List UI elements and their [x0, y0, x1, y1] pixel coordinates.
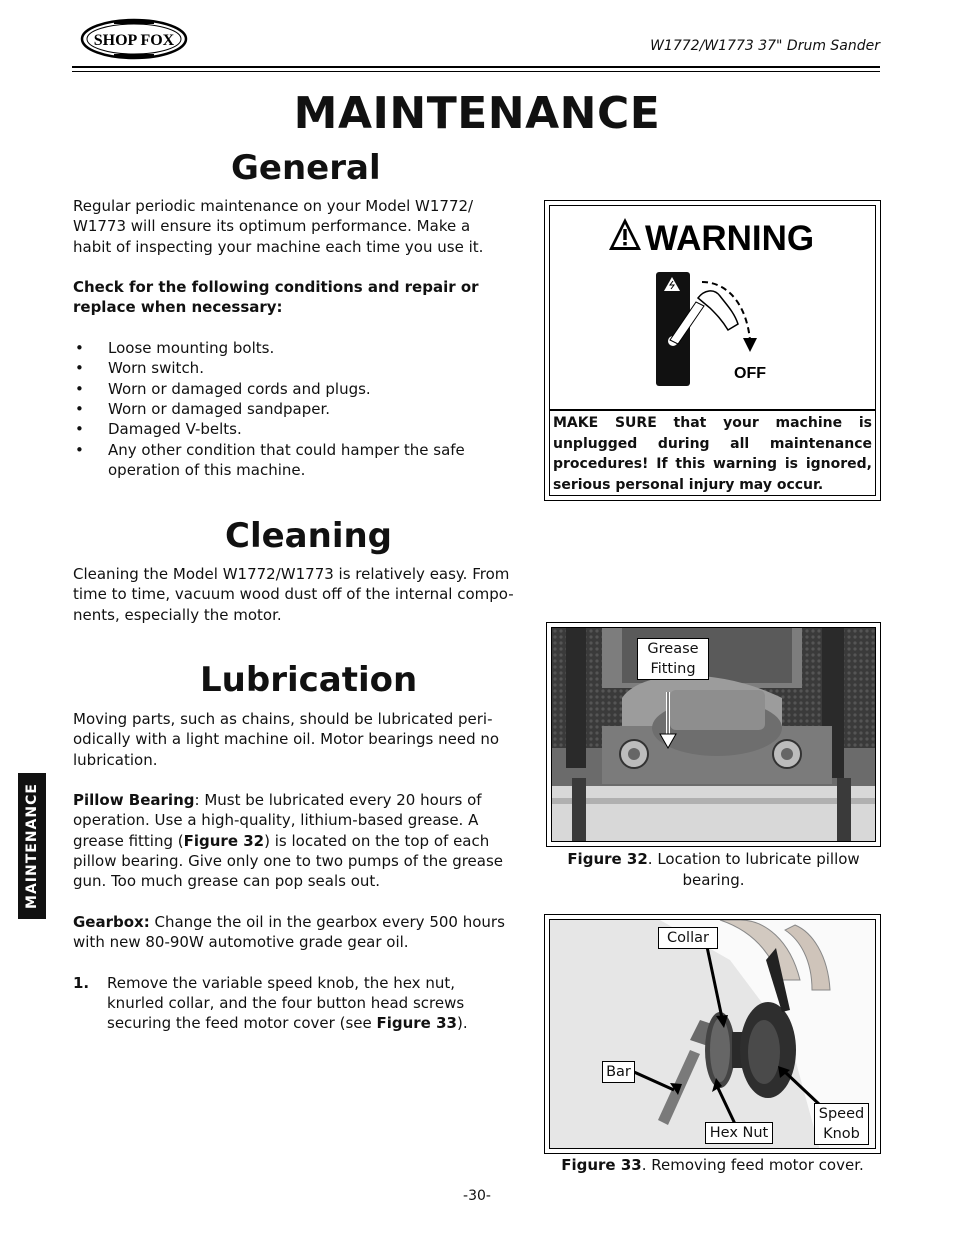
- cleaning-section: [73, 564, 523, 625]
- warning-box: [544, 200, 881, 501]
- general-section: [73, 196, 523, 480]
- warning-text: MAKE SURE that your machine is unplugged during all maintenance procedures! If this warning is ignored, serious personal injury may occur.: [553, 415, 872, 493]
- logo-text: SHOP FOX: [93, 32, 175, 49]
- bar-callout: Bar: [602, 1061, 635, 1083]
- model-title: W1772/W1773 37" Drum Sander: [650, 38, 880, 54]
- figure-33-ref[interactable]: Figure 33: [376, 1014, 457, 1033]
- general-intro-line: Regular periodic maintenance on your Model W1772/: [73, 197, 474, 215]
- warning-title: WARNING: [645, 219, 815, 258]
- list-item: • Damaged V-belts.: [73, 419, 523, 439]
- check-conditions-line: replace when necessary:: [73, 298, 283, 317]
- unplug-switch-icon: [650, 268, 780, 390]
- figure-32-caption: Figure 32. Location to lubricate pillow bearing.: [567, 850, 860, 889]
- lubrication-heading: Lubrication: [200, 660, 418, 700]
- page-title: MAINTENANCE: [293, 88, 661, 139]
- list-item: • Loose mounting bolts.: [73, 338, 523, 358]
- off-label: OFF: [734, 365, 766, 382]
- cleaning-line: Cleaning the Model W1772/W1773 is relatively easy. From: [73, 565, 510, 583]
- list-item: • Worn or damaged cords and plugs.: [73, 379, 523, 399]
- pillow-bearing-photo: [552, 628, 876, 842]
- figure-33-caption: Figure 33. Removing feed motor cover.: [561, 1156, 864, 1174]
- section-side-tab: MAINTENANCE: [18, 773, 46, 919]
- header-rule-thin: [72, 71, 880, 72]
- pillow-bearing-paragraph: Pillow Bearing: Must be lubricated every 20 hours of: [73, 791, 482, 810]
- hex-nut-callout: Hex Nut: [705, 1122, 773, 1144]
- lubrication-line: odically with a light machine oil. Motor bearings need no: [73, 730, 500, 749]
- figure-32: [546, 622, 881, 847]
- header-rule: [72, 66, 880, 68]
- list-item: • Any other condition that could hamper the safe operation of this machine.: [73, 440, 523, 481]
- cleaning-line: time to time, vacuum wood dust off of the internal compo-: [73, 585, 514, 604]
- list-item: • Worn or damaged sandpaper.: [73, 399, 523, 419]
- general-heading: General: [231, 148, 381, 188]
- list-item: • Worn switch.: [73, 358, 523, 378]
- general-intro-line: W1773 will ensure its optimum performance. Make a: [73, 217, 471, 236]
- gearbox-paragraph: Gearbox: Change the oil in the gearbox every 500 hours: [73, 912, 505, 931]
- conditions-list: [73, 338, 523, 480]
- lubrication-section: Moving parts, such as chains, should be lubricated peri- odically with a light machine oil. Motor bearings need no lubrication. Pillow Bearing: Must be lubricated every 20 hours of operation. Use a high-quality, lithium-based grease. A grease fitting (Figure 32) is located on the top of each pillow bearing. Give only one to two pumps of the grease gun. Too much grease can pop seals out. Gearbox: Change the oil in the gearbox every 500 hours with new 80-90W automotive grade gear oil. 1. Remove the variable speed knob, the hex nut, knurled collar, and the four button head screws securing the feed motor cover (see Figure 33).: [73, 709, 523, 1034]
- step-1: 1. Remove the variable speed knob, the hex nut, knurled collar, and the four button head screws securing the feed motor cover (see Figure 33).: [73, 973, 468, 1033]
- warning-header: [605, 212, 831, 258]
- collar-callout: Collar: [658, 927, 718, 949]
- general-intro-line: habit of inspecting your machine each time you use it.: [73, 237, 484, 256]
- cleaning-heading: Cleaning: [225, 516, 393, 556]
- check-conditions-line: Check for the following conditions and repair or: [73, 278, 479, 297]
- figure-32-ref[interactable]: Figure 32: [183, 831, 265, 850]
- warning-divider: [550, 409, 875, 411]
- grease-fitting-callout: Grease Fitting: [637, 638, 709, 680]
- page-number: -30-: [463, 1188, 491, 1204]
- lubrication-line: lubrication.: [73, 750, 158, 769]
- cleaning-line: nents, especially the motor.: [73, 605, 282, 624]
- lubrication-line: Moving parts, such as chains, should be lubricated peri-: [73, 710, 493, 728]
- shop-fox-logo: [80, 18, 188, 60]
- speed-knob-callout: Speed Knob: [814, 1103, 869, 1145]
- figure-33: [544, 914, 881, 1154]
